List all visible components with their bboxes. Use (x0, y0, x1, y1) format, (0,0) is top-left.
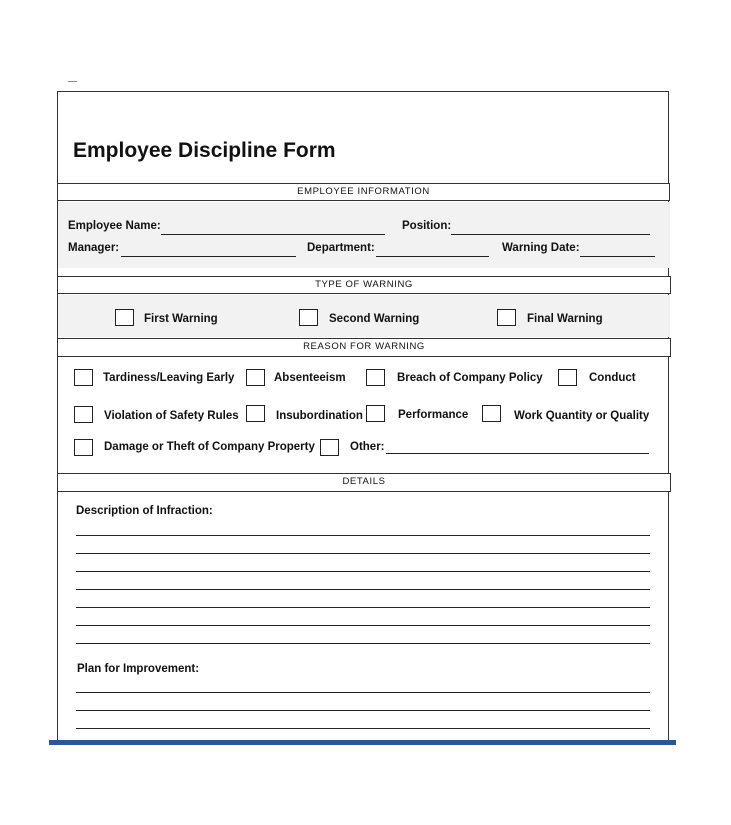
manager-field[interactable] (121, 256, 296, 257)
conduct-label: Conduct (589, 372, 636, 384)
performance-label: Performance (398, 409, 469, 421)
second-warning-label: Second Warning (329, 313, 420, 325)
safety-rules-checkbox[interactable] (74, 406, 93, 423)
manager-label: Manager: (68, 242, 120, 254)
final-warning-checkbox[interactable] (497, 309, 516, 326)
warning-date-label: Warning Date: (502, 242, 580, 254)
section-header-details: DETAILS (57, 473, 671, 492)
description-line[interactable] (76, 643, 650, 644)
description-line[interactable] (76, 589, 650, 590)
description-line[interactable] (76, 571, 650, 572)
plan-line[interactable] (76, 692, 650, 693)
page-mark (68, 81, 77, 82)
other-checkbox[interactable] (320, 439, 339, 456)
breach-policy-label: Breach of Company Policy (397, 372, 543, 384)
warning-type-panel (58, 295, 670, 337)
damage-theft-label: Damage or Theft of Company Property (104, 441, 315, 453)
insubordination-checkbox[interactable] (246, 405, 265, 422)
plan-line[interactable] (76, 710, 650, 711)
warning-date-field[interactable] (580, 256, 655, 257)
tardiness-checkbox[interactable] (74, 369, 93, 386)
description-line[interactable] (76, 607, 650, 608)
department-label: Department: (307, 242, 375, 254)
insubordination-label: Insubordination (276, 410, 363, 422)
employee-name-field[interactable] (161, 234, 385, 235)
safety-rules-label: Violation of Safety Rules (104, 410, 239, 422)
absenteeism-label: Absenteeism (274, 372, 346, 384)
breach-policy-checkbox[interactable] (366, 369, 385, 386)
tardiness-label: Tardiness/Leaving Early (103, 372, 235, 384)
description-line[interactable] (76, 553, 650, 554)
first-warning-label: First Warning (144, 313, 218, 325)
first-warning-checkbox[interactable] (115, 309, 134, 326)
employee-info-panel (58, 202, 670, 268)
work-quantity-label: Work Quantity or Quality (514, 410, 650, 422)
position-field[interactable] (451, 234, 650, 235)
other-label: Other: (350, 441, 385, 453)
conduct-checkbox[interactable] (558, 369, 577, 386)
final-warning-label: Final Warning (527, 313, 603, 325)
section-header-employee-info: EMPLOYEE INFORMATION (57, 183, 670, 201)
work-quantity-checkbox[interactable] (482, 405, 501, 422)
page-bottom-bar (49, 740, 676, 745)
plan-label: Plan for Improvement: (77, 663, 200, 675)
performance-checkbox[interactable] (366, 405, 385, 422)
description-line[interactable] (76, 535, 650, 536)
employee-name-label: Employee Name: (68, 220, 161, 232)
form-title: Employee Discipline Form (73, 139, 336, 162)
damage-theft-checkbox[interactable] (74, 439, 93, 456)
department-field[interactable] (376, 256, 489, 257)
second-warning-checkbox[interactable] (299, 309, 318, 326)
description-line[interactable] (76, 625, 650, 626)
description-label: Description of Infraction: (76, 505, 213, 517)
position-label: Position: (402, 220, 452, 232)
discipline-form (57, 91, 669, 741)
plan-line[interactable] (76, 728, 650, 729)
section-header-type-of-warning: TYPE OF WARNING (57, 276, 671, 294)
section-header-reason-for-warning: REASON FOR WARNING (57, 338, 671, 357)
other-field[interactable] (386, 453, 649, 454)
absenteeism-checkbox[interactable] (246, 369, 265, 386)
